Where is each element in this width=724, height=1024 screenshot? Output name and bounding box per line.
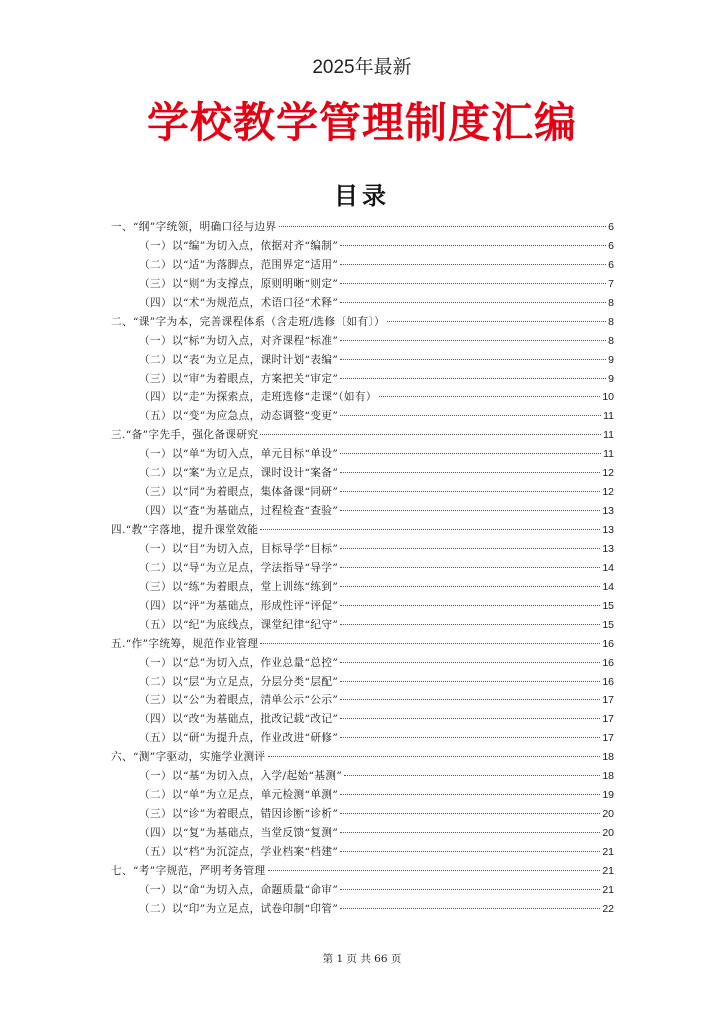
dot-leader: [340, 302, 606, 303]
toc-subsection[interactable]: [111, 768, 614, 787]
dot-leader: [340, 510, 600, 511]
toc-page-number: 17: [602, 713, 614, 726]
toc-entry-title: （五）以“变”为应急点，动态调整“变更”: [139, 410, 339, 423]
toc-entry-title: （一）以“单”为切入点，单元目标“单设”: [139, 448, 339, 461]
toc-page-number: 20: [602, 827, 614, 839]
toc-entry-title: 七、“考”字规范，严明考务管理: [111, 864, 266, 877]
toc-page-number: 21: [602, 883, 614, 896]
toc-page-number: 8: [608, 315, 614, 328]
toc-subsection[interactable]: [111, 787, 614, 806]
toc-section[interactable]: [111, 219, 614, 238]
toc-page-number: 15: [602, 618, 614, 631]
toc-entry-title: （二）以“适”为落脚点，范围界定“适用”: [139, 258, 339, 271]
toc-entry-title: 一、“纲”字统领，明确口径与边界: [111, 221, 277, 233]
document-title: 学校教学管理制度汇编: [146, 98, 577, 147]
toc-page-number: 9: [608, 372, 614, 385]
toc-section[interactable]: [111, 636, 614, 655]
toc-page-number: 6: [608, 258, 614, 271]
dot-leader: [340, 491, 600, 492]
toc-page-number: 9: [608, 353, 614, 366]
toc-subsection[interactable]: [111, 465, 614, 484]
dot-leader: [340, 359, 606, 360]
toc-subsection[interactable]: [111, 408, 614, 427]
toc-page-number: 6: [608, 221, 614, 233]
dot-leader: [340, 378, 606, 379]
toc-page-number: 16: [602, 656, 614, 669]
dot-leader: [340, 472, 600, 473]
toc-subsection[interactable]: [111, 560, 614, 579]
toc-page-number: 18: [602, 770, 614, 783]
toc-entry-title: （一）以“目”为切入点，目标导学“目标”: [139, 542, 339, 555]
toc-subsection[interactable]: [111, 844, 614, 863]
toc-subsection[interactable]: [111, 541, 614, 560]
toc-heading: 目录: [334, 181, 390, 210]
toc-page-number: 12: [602, 486, 614, 499]
toc-entry-title: （四）以“评”为基础点，形成性评“评促”: [139, 599, 339, 612]
dot-leader: [340, 567, 600, 568]
toc-subsection[interactable]: [111, 352, 614, 371]
toc-page-number: 11: [603, 448, 614, 461]
toc-entry-title: （一）以“命”为切入点，命题质量“命审”: [139, 883, 339, 896]
dot-leader: [340, 737, 600, 738]
toc-subsection[interactable]: [111, 730, 614, 749]
toc-page-number: 13: [602, 505, 614, 518]
toc-section[interactable]: [111, 314, 614, 333]
toc-entry-title: 四.“教”字落地，提升课堂效能: [111, 524, 259, 536]
toc-page-number: 21: [602, 845, 614, 858]
toc-page-number: 22: [602, 902, 614, 915]
dot-leader: [387, 321, 606, 322]
toc-page-number: 14: [602, 580, 614, 593]
toc-entry-title: （二）以“案”为立足点，课时设计“案备”: [139, 467, 339, 480]
toc-entry-title: （四）以“走”为探索点，走班选修“走课”（如有）: [139, 391, 377, 404]
toc-entry-title: （三）以“审”为着眼点，方案把关“审定”: [139, 372, 339, 385]
toc-page-number: 12: [602, 467, 614, 480]
toc-subsection[interactable]: [111, 257, 614, 276]
toc-page-number: 13: [602, 524, 614, 536]
toc-subsection[interactable]: [111, 371, 614, 390]
toc-page-number: 6: [608, 239, 614, 252]
toc-page-number: 13: [602, 542, 614, 555]
toc-page-number: 16: [602, 637, 614, 650]
dot-leader: [268, 756, 601, 757]
dot-leader: [340, 813, 600, 814]
toc-entry-title: （二）以“层”为立足点，分层分类“层配”: [139, 675, 339, 688]
toc-page-number: 8: [608, 334, 614, 347]
toc-page-number: 20: [602, 808, 614, 821]
toc-entry-title: （四）以“查”为基础点，过程检查“查验”: [139, 505, 339, 518]
dot-leader: [340, 908, 600, 909]
dot-leader: [260, 643, 600, 644]
toc-entry-title: （三）以“练”为着眼点，堂上训练“练到”: [139, 580, 339, 593]
toc-page-number: 18: [602, 751, 614, 764]
dot-leader: [344, 775, 600, 776]
toc-subsection[interactable]: [111, 484, 614, 503]
toc-page-number: 14: [602, 561, 614, 574]
dot-leader: [340, 453, 601, 454]
toc-subsection[interactable]: [111, 617, 614, 636]
toc-entry-title: （五）以“纪”为底线点，课堂纪律“纪守”: [139, 618, 339, 631]
toc-section[interactable]: [111, 863, 614, 882]
subtitle: 2025年最新: [312, 57, 412, 78]
toc-entry-title: （三）以“同”为着眼点，集体备课“同研”: [139, 486, 339, 499]
toc-entry-title: （一）以“总”为切入点，作业总量“总控”: [139, 656, 339, 669]
toc-subsection[interactable]: [111, 674, 614, 693]
toc-page-number: 15: [602, 599, 614, 612]
toc-entry-title: （一）以“编”为切入点，依据对齐“编制”: [139, 239, 339, 252]
toc-entry-title: （四）以“改”为基础点，批改记载“改记”: [139, 713, 339, 726]
table-of-contents: [111, 219, 614, 920]
page-footer: 第 1 页 共 66 页: [322, 953, 402, 965]
dot-leader: [340, 832, 600, 833]
toc-subsection[interactable]: [111, 503, 614, 522]
dot-leader: [340, 794, 600, 795]
toc-subsection[interactable]: [111, 825, 614, 844]
dot-leader: [340, 662, 600, 663]
toc-page-number: 17: [602, 732, 614, 745]
toc-entry-title: （四）以“复”为基础点，当堂反馈“复测”: [139, 827, 339, 839]
toc-subsection[interactable]: [111, 295, 614, 314]
toc-page-number: 10: [602, 391, 614, 404]
toc-subsection[interactable]: [111, 333, 614, 352]
toc-subsection[interactable]: [111, 806, 614, 825]
dot-leader: [340, 851, 600, 852]
toc-page-number: 8: [608, 296, 614, 309]
toc-subsection[interactable]: [111, 276, 614, 295]
toc-page-number: 19: [602, 789, 614, 802]
toc-entry-title: （二）以“印”为立足点，试卷印制“印管”: [139, 902, 339, 915]
toc-section[interactable]: [111, 749, 614, 768]
toc-page-number: 17: [602, 694, 614, 707]
toc-page-number: 11: [603, 410, 614, 423]
dot-leader: [340, 548, 600, 549]
toc-page-number: 7: [608, 277, 614, 290]
toc-entry-title: 六、“测”字驱动，实施学业测评: [111, 751, 266, 764]
dot-leader: [340, 624, 600, 625]
toc-entry-title: （二）以“单”为立足点，单元检测“单测”: [139, 789, 339, 802]
toc-entry-title: （五）以“档”为沉淀点，学业档案“档建”: [139, 845, 339, 858]
dot-leader: [340, 699, 600, 700]
toc-subsection[interactable]: [111, 901, 614, 920]
toc-subsection[interactable]: [111, 446, 614, 465]
toc-subsection[interactable]: [111, 882, 614, 901]
dot-leader: [260, 434, 601, 435]
toc-entry-title: （二）以“表”为立足点，课时计划“表编”: [139, 353, 339, 366]
toc-page-number: 16: [602, 675, 614, 688]
toc-entry-title: （三）以“诊”为着眼点，错因诊断“诊析”: [139, 808, 339, 821]
toc-subsection[interactable]: [111, 655, 614, 674]
toc-entry-title: （五）以“研”为提升点，作业改进“研修”: [139, 732, 339, 745]
dot-leader: [340, 415, 601, 416]
dot-leader: [340, 264, 606, 265]
toc-subsection[interactable]: [111, 579, 614, 598]
toc-entry-title: （一）以“标”为切入点，对齐课程“标准”: [139, 334, 339, 347]
toc-entry-title: （三）以“公”为着眼点，清单公示“公示”: [139, 694, 339, 707]
toc-subsection[interactable]: [111, 238, 614, 257]
dot-leader: [340, 718, 600, 719]
dot-leader: [340, 889, 600, 890]
toc-entry-title: （三）以“则”为支撑点，原则明晰“则定”: [139, 277, 339, 290]
toc-subsection[interactable]: [111, 692, 614, 711]
toc-section[interactable]: [111, 427, 614, 446]
dot-leader: [340, 283, 606, 284]
dot-leader: [268, 870, 601, 871]
toc-entry-title: （四）以“术”为规范点，术语口径“术释”: [139, 296, 339, 309]
dot-leader: [340, 681, 600, 682]
dot-leader: [340, 340, 606, 341]
toc-page-number: 11: [603, 429, 614, 442]
toc-entry-title: 五.“作”字统筹，规范作业管理: [111, 637, 259, 650]
dot-leader: [340, 605, 600, 606]
toc-section[interactable]: [111, 522, 614, 541]
dot-leader: [340, 586, 600, 587]
toc-subsection[interactable]: [111, 711, 614, 730]
toc-entry-title: （一）以“基”为切入点，入学/起始“基测”: [139, 770, 343, 783]
toc-entry-title: （二）以“导”为立足点，学法指导“导学”: [139, 561, 339, 574]
toc-entry-title: 二、“课”字为本，完善课程体系（含走班/选修〔如有〕）: [111, 315, 386, 328]
dot-leader: [279, 226, 607, 227]
toc-page-number: 21: [602, 864, 614, 877]
toc-entry-title: 三.“备”字先手，强化备课研究: [111, 429, 259, 442]
dot-leader: [260, 529, 600, 530]
toc-subsection[interactable]: [111, 598, 614, 617]
dot-leader: [340, 245, 606, 246]
dot-leader: [379, 396, 600, 397]
toc-subsection[interactable]: [111, 389, 614, 408]
